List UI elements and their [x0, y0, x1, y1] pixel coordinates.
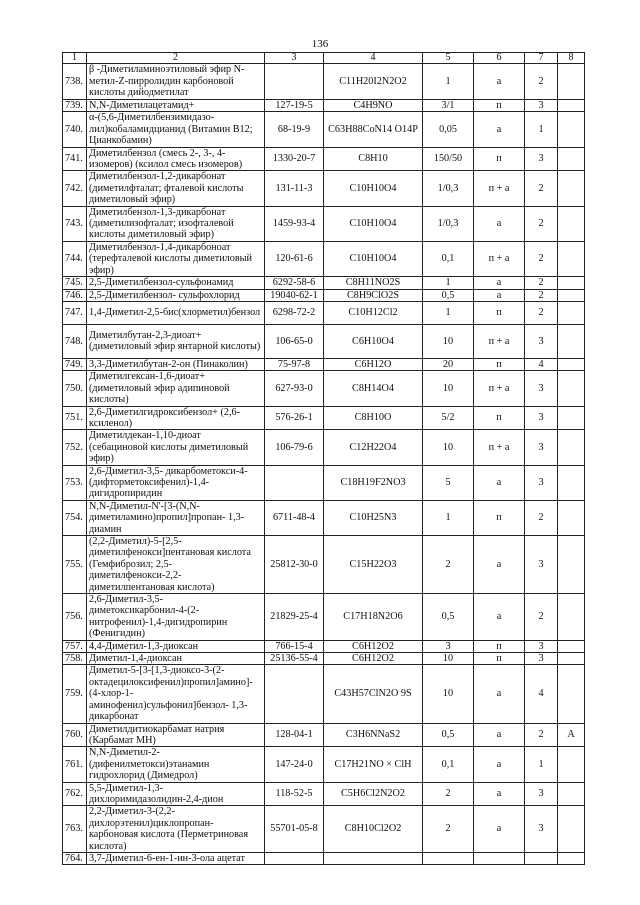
cas-number: 766-15-4: [265, 640, 324, 652]
limit-value: 0,5: [423, 723, 474, 747]
column-header: 8: [558, 53, 585, 64]
note-mark: [558, 371, 585, 406]
cas-number: 131-11-3: [265, 171, 324, 206]
row-number: 760.: [63, 723, 87, 747]
column-header: 2: [87, 53, 265, 64]
row-number: 758.: [63, 653, 87, 665]
chemical-formula: C15H22O3: [324, 536, 423, 594]
row-number: 742.: [63, 171, 87, 206]
table-row: [63, 277, 585, 289]
hazard-class: 3: [525, 430, 558, 465]
hazard-class: 3: [525, 806, 558, 853]
substance-name: 2,5-Диметилбензол-сульфонамид: [87, 277, 265, 289]
aggregate-state: а: [474, 594, 525, 641]
substance-name: Диметил-1,4-диоксан: [87, 653, 265, 665]
row-number: 757.: [63, 640, 87, 652]
table-row: [63, 500, 585, 535]
note-mark: А: [558, 723, 585, 747]
chemical-formula: C8H10Cl2O2: [324, 806, 423, 853]
chemical-formula: C6H12O2: [324, 640, 423, 652]
cas-number: 25812-30-0: [265, 536, 324, 594]
table-row: [63, 782, 585, 806]
substance-name: Диметилдекан-1,10-диоат (себациновой кислоты диметиловый эфир): [87, 430, 265, 465]
substance-name: Диметилбензол-1,4-дикарбоноат (терефталевой кислоты диметиловый эфир): [87, 241, 265, 276]
aggregate-state: п: [474, 358, 525, 370]
substances-table: [62, 52, 585, 865]
substance-name: Диметилбензол-1,3-дикарбонат (диметилизофталат; изофталевой кислоты диметиловый эфир): [87, 206, 265, 241]
cas-number: 576-26-1: [265, 406, 324, 430]
limit-value: 3/1: [423, 100, 474, 112]
cas-number: 6292-58-6: [265, 277, 324, 289]
aggregate-state: а: [474, 665, 525, 723]
chemical-formula: C17H21NO × ClH: [324, 747, 423, 782]
chemical-formula: C12H22O4: [324, 430, 423, 465]
table-row: [63, 147, 585, 171]
hazard-class: 1: [525, 112, 558, 147]
hazard-class: [525, 852, 558, 864]
table-row: [63, 665, 585, 723]
table-row: [63, 371, 585, 406]
hazard-class: 2: [525, 500, 558, 535]
substance-name: β -Диметиламиноэтиловый эфир N-метил-Z-пирролидин карбоновой кислоты дийодметилат: [87, 64, 265, 100]
note-mark: [558, 536, 585, 594]
limit-value: 10: [423, 324, 474, 358]
aggregate-state: а: [474, 289, 525, 301]
aggregate-state: а: [474, 112, 525, 147]
cas-number: 127-19-5: [265, 100, 324, 112]
hazard-class: 3: [525, 653, 558, 665]
aggregate-state: п: [474, 500, 525, 535]
hazard-class: 4: [525, 358, 558, 370]
cas-number: 25136-55-4: [265, 653, 324, 665]
row-number: 740.: [63, 112, 87, 147]
hazard-class: 2: [525, 171, 558, 206]
substance-name: 4,4-Диметил-1,3-диоксан: [87, 640, 265, 652]
chemical-formula: C8H10O: [324, 406, 423, 430]
chemical-formula: C18H19F2NO3: [324, 465, 423, 500]
limit-value: 1/0,3: [423, 206, 474, 241]
chemical-formula: C3H6NNaS2: [324, 723, 423, 747]
substance-name: N,N-Диметил-2-(дифенилметокси)этанамин гидрохлорид (Димедрол): [87, 747, 265, 782]
table-row: [63, 430, 585, 465]
cas-number: 6298-72-2: [265, 301, 324, 324]
table-row: [63, 171, 585, 206]
substance-name: 3,7-Диметил-6-ен-1-ин-3-ола ацетат: [87, 852, 265, 864]
hazard-class: 1: [525, 747, 558, 782]
note-mark: [558, 406, 585, 430]
row-number: 764.: [63, 852, 87, 864]
limit-value: 20: [423, 358, 474, 370]
row-number: 763.: [63, 806, 87, 853]
hazard-class: 2: [525, 301, 558, 324]
row-number: 754.: [63, 500, 87, 535]
note-mark: [558, 277, 585, 289]
cas-number: 1459-93-4: [265, 206, 324, 241]
cas-number: 147-24-0: [265, 747, 324, 782]
chemical-formula: C17H18N2O6: [324, 594, 423, 641]
chemical-formula: C8H14O4: [324, 371, 423, 406]
limit-value: 2: [423, 536, 474, 594]
row-number: 745.: [63, 277, 87, 289]
aggregate-state: [474, 852, 525, 864]
chemical-formula: C63H88CoN14 O14P: [324, 112, 423, 147]
aggregate-state: а: [474, 747, 525, 782]
hazard-class: 2: [525, 64, 558, 100]
table-row: [63, 653, 585, 665]
note-mark: [558, 782, 585, 806]
table-row: [63, 723, 585, 747]
column-header: 1: [63, 53, 87, 64]
chemical-formula: C10H10O4: [324, 171, 423, 206]
limit-value: 1/0,3: [423, 171, 474, 206]
table-row: [63, 64, 585, 100]
aggregate-state: а: [474, 782, 525, 806]
chemical-formula: [324, 852, 423, 864]
chemical-formula: C11H20I2N2O2: [324, 64, 423, 100]
note-mark: [558, 289, 585, 301]
substance-name: Диметилбутан-2,3-диоат+ (диметиловый эфир янтарной кислоты): [87, 324, 265, 358]
row-number: 761.: [63, 747, 87, 782]
aggregate-state: а: [474, 536, 525, 594]
note-mark: [558, 324, 585, 358]
substance-name: Диметилбензол-1,2-дикарбонат (диметилфталат; фталевой кислоты диметиловый эфир): [87, 171, 265, 206]
table-row: [63, 852, 585, 864]
limit-value: 0,5: [423, 594, 474, 641]
column-header: 5: [423, 53, 474, 64]
chemical-formula: C6H10O4: [324, 324, 423, 358]
row-number: 756.: [63, 594, 87, 641]
chemical-formula: C8H9ClO2S: [324, 289, 423, 301]
substance-name: Диметил-5-[3-[1,3-диоксо-3-(2-октадецилоксифенил)пропил]амино]-(4-хлор-1-аминофенил)сульфонил]бензол- 1,3-дикарбонат: [87, 665, 265, 723]
substance-name: 3,3-Диметилбутан-2-он (Пинаколин): [87, 358, 265, 370]
row-number: 747.: [63, 301, 87, 324]
hazard-class: 2: [525, 594, 558, 641]
row-number: 741.: [63, 147, 87, 171]
note-mark: [558, 358, 585, 370]
cas-number: 106-65-0: [265, 324, 324, 358]
header-row: [63, 53, 585, 64]
substance-name: 2,2-Диметил-3-(2,2-дихлорэтенил)циклопропан-карбоновая кислота (Перметриновая кислота): [87, 806, 265, 853]
limit-value: 0,05: [423, 112, 474, 147]
hazard-class: 2: [525, 723, 558, 747]
limit-value: 0,1: [423, 241, 474, 276]
limit-value: 10: [423, 371, 474, 406]
table-row: [63, 289, 585, 301]
aggregate-state: а: [474, 277, 525, 289]
cas-number: [265, 665, 324, 723]
row-number: 759.: [63, 665, 87, 723]
table-row: [63, 747, 585, 782]
note-mark: [558, 241, 585, 276]
aggregate-state: п: [474, 640, 525, 652]
row-number: 753.: [63, 465, 87, 500]
note-mark: [558, 640, 585, 652]
note-mark: [558, 852, 585, 864]
limit-value: 3: [423, 640, 474, 652]
limit-value: 150/50: [423, 147, 474, 171]
hazard-class: 4: [525, 665, 558, 723]
table-row: [63, 465, 585, 500]
cas-number: 55701-05-8: [265, 806, 324, 853]
aggregate-state: п: [474, 653, 525, 665]
table-row: [63, 112, 585, 147]
substance-name: 2,6-Диметил-3,5- дикарбометокси-4-(дифторметоксифенил)-1,4-дигидропиридин: [87, 465, 265, 500]
column-header: 4: [324, 53, 423, 64]
table-row: [63, 640, 585, 652]
limit-value: 1: [423, 277, 474, 289]
substance-name: (2,2-Диметил)-5-[2,5-диметилфенокси]пентановая кислота (Гемфиброзил; 2,5- диметилфенокси-2,2- диметилпентановая кислота): [87, 536, 265, 594]
aggregate-state: п: [474, 406, 525, 430]
aggregate-state: п + а: [474, 171, 525, 206]
note-mark: [558, 806, 585, 853]
substance-name: 2,6-Диметилгидроксибензол+ (2,6-ксиленол): [87, 406, 265, 430]
limit-value: 1: [423, 64, 474, 100]
row-number: 751.: [63, 406, 87, 430]
limit-value: 0,1: [423, 747, 474, 782]
limit-value: 2: [423, 782, 474, 806]
row-number: 743.: [63, 206, 87, 241]
row-number: 755.: [63, 536, 87, 594]
limit-value: 10: [423, 665, 474, 723]
note-mark: [558, 171, 585, 206]
substance-name: 1,4-Диметил-2,5-бис(хлорметил)бензол: [87, 301, 265, 324]
hazard-class: 2: [525, 277, 558, 289]
table-row: [63, 806, 585, 853]
note-mark: [558, 594, 585, 641]
substance-name: 2,5-Диметилбензол- сульфохлорид: [87, 289, 265, 301]
substance-name: Диметилдитиокарбамат натрия (Карбамат МН): [87, 723, 265, 747]
cas-number: [265, 64, 324, 100]
cas-number: 68-19-9: [265, 112, 324, 147]
substance-name: N,N-Диметилацетамид+: [87, 100, 265, 112]
aggregate-state: п + а: [474, 324, 525, 358]
table-row: [63, 358, 585, 370]
row-number: 738.: [63, 64, 87, 100]
hazard-class: 2: [525, 289, 558, 301]
table-row: [63, 301, 585, 324]
limit-value: 1: [423, 301, 474, 324]
cas-number: 19040-62-1: [265, 289, 324, 301]
limit-value: 10: [423, 430, 474, 465]
chemical-formula: C5H6Cl2N2O2: [324, 782, 423, 806]
page-number: 136: [311, 38, 329, 50]
limit-value: 0,5: [423, 289, 474, 301]
substance-name: N,N-Диметил-N'-[3-(N,N-диметиламино)пропил]пропан- 1,3-диамин: [87, 500, 265, 535]
cas-number: [265, 852, 324, 864]
table-row: [63, 241, 585, 276]
note-mark: [558, 301, 585, 324]
column-header: 7: [525, 53, 558, 64]
row-number: 752.: [63, 430, 87, 465]
chemical-formula: C10H10O4: [324, 206, 423, 241]
cas-number: 118-52-5: [265, 782, 324, 806]
cas-number: 1330-20-7: [265, 147, 324, 171]
hazard-class: 2: [525, 206, 558, 241]
hazard-class: 3: [525, 147, 558, 171]
column-header: 3: [265, 53, 324, 64]
chemical-formula: C6H12O2: [324, 653, 423, 665]
row-number: 750.: [63, 371, 87, 406]
note-mark: [558, 465, 585, 500]
aggregate-state: п: [474, 301, 525, 324]
row-number: 748.: [63, 324, 87, 358]
chemical-formula: C4H9NO: [324, 100, 423, 112]
cas-number: 75-97-8: [265, 358, 324, 370]
note-mark: [558, 500, 585, 535]
hazard-class: 3: [525, 371, 558, 406]
limit-value: 10: [423, 653, 474, 665]
note-mark: [558, 112, 585, 147]
hazard-class: 3: [525, 782, 558, 806]
hazard-class: 2: [525, 241, 558, 276]
table-row: [63, 100, 585, 112]
limit-value: 2: [423, 806, 474, 853]
aggregate-state: а: [474, 465, 525, 500]
cas-number: 106-79-6: [265, 430, 324, 465]
chemical-formula: C6H12O: [324, 358, 423, 370]
chemical-formula: C10H10O4: [324, 241, 423, 276]
aggregate-state: а: [474, 206, 525, 241]
table-row: [63, 324, 585, 358]
table-row: [63, 406, 585, 430]
aggregate-state: п + а: [474, 430, 525, 465]
substance-name: Диметилбензол (смесь 2-, 3-, 4-изомеров) (ксилол смесь изомеров): [87, 147, 265, 171]
table-row: [63, 206, 585, 241]
note-mark: [558, 100, 585, 112]
note-mark: [558, 430, 585, 465]
substance-name: 2,6-Диметил-3,5- диметоксикарбонил-4-(2- нитрофенил)-1,4-дигидропирин (Фенигидин): [87, 594, 265, 641]
row-number: 739.: [63, 100, 87, 112]
hazard-class: 3: [525, 536, 558, 594]
cas-number: [265, 465, 324, 500]
substance-name: 5,5-Диметил-1,3-дихлоримидазолидин-2,4-дион: [87, 782, 265, 806]
column-header: 6: [474, 53, 525, 64]
aggregate-state: п + а: [474, 371, 525, 406]
note-mark: [558, 653, 585, 665]
chemical-formula: C43H57ClN2O 9S: [324, 665, 423, 723]
cas-number: 21829-25-4: [265, 594, 324, 641]
chemical-formula: C10H25N3: [324, 500, 423, 535]
note-mark: [558, 64, 585, 100]
row-number: 744.: [63, 241, 87, 276]
hazard-class: 3: [525, 100, 558, 112]
cas-number: 6711-48-4: [265, 500, 324, 535]
limit-value: 1: [423, 500, 474, 535]
aggregate-state: а: [474, 806, 525, 853]
note-mark: [558, 147, 585, 171]
hazard-class: 3: [525, 406, 558, 430]
aggregate-state: п: [474, 100, 525, 112]
row-number: 762.: [63, 782, 87, 806]
chemical-formula: C8H11NO2S: [324, 277, 423, 289]
aggregate-state: п: [474, 147, 525, 171]
cas-number: 128-04-1: [265, 723, 324, 747]
hazard-class: 3: [525, 640, 558, 652]
aggregate-state: а: [474, 723, 525, 747]
row-number: 746.: [63, 289, 87, 301]
hazard-class: 3: [525, 324, 558, 358]
hazard-class: 3: [525, 465, 558, 500]
aggregate-state: а: [474, 64, 525, 100]
table-row: [63, 536, 585, 594]
chemical-formula: C8H10: [324, 147, 423, 171]
note-mark: [558, 206, 585, 241]
table-row: [63, 594, 585, 641]
note-mark: [558, 665, 585, 723]
substance-name: α-(5,6-Диметилбензимидазо-лил)кобаламидцианид (Витамин B12; Цианкобамин): [87, 112, 265, 147]
note-mark: [558, 747, 585, 782]
substance-name: Диметилгексан-1,6-диоат+ (диметиловый эфир адипиновой кислоты): [87, 371, 265, 406]
chemical-formula: C10H12Cl2: [324, 301, 423, 324]
row-number: 749.: [63, 358, 87, 370]
limit-value: 5/2: [423, 406, 474, 430]
cas-number: 120-61-6: [265, 241, 324, 276]
aggregate-state: п + а: [474, 241, 525, 276]
cas-number: 627-93-0: [265, 371, 324, 406]
limit-value: 5: [423, 465, 474, 500]
limit-value: [423, 852, 474, 864]
